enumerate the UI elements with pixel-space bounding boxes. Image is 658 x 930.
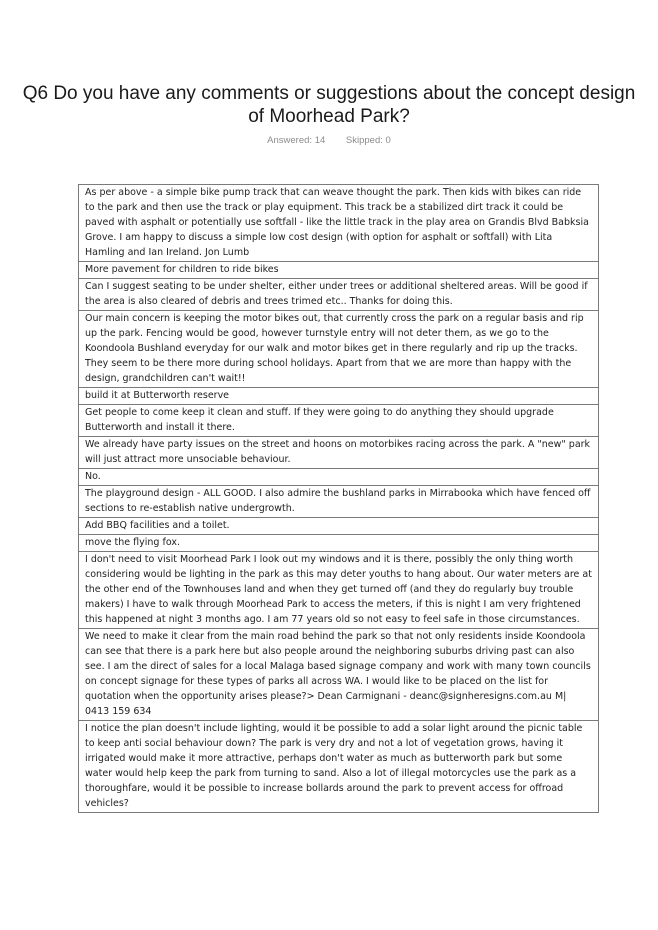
table-row: [79, 518, 599, 535]
responses-table: [78, 184, 599, 813]
skipped-count: Skipped: 0: [345, 135, 391, 146]
response-cell: We need to make it clear from the main road behind the park so that not only residents inside Koondoola can see that there is a park here but also people around the neighboring suburbs driving past can also see. I am the direct of sales for a local Malaga based signage company and work with many town councils on concept signage for these types of parks all across WA. I would like to be placed on the list for quotation when the opportunity arises please?> Dean Carmignani - deanc@signheresigns.com.au M| 0413 159 634: [79, 629, 599, 721]
response-cell: As per above - a simple bike pump track that can weave thought the park. Then kids with bikes can ride to the park and then use the track or play equipment. This track be a stabilized dirt track it could be paved with asphalt or potentially use softfall - like the little track in the play area on Grandis Blvd Babksia Grove. I am happy to discuss a simple low cost design (with option for asphalt or softfall) with Lita Hamling and Ian Ireland. Jon Lumb: [79, 185, 599, 262]
table-row: [79, 486, 599, 518]
table-row: [79, 552, 599, 629]
table-row: [79, 469, 599, 486]
response-cell: Add BBQ facilities and a toilet.: [79, 518, 599, 535]
response-stats: [0, 135, 658, 146]
response-cell: Get people to come keep it clean and stuff. If they were going to do anything they should upgrade Butterworth and install it there.: [79, 405, 599, 437]
response-cell: Can I suggest seating to be under shelter, either under trees or additional sheltered areas. Will be good if the area is also cleared of debris and trees trimed etc.. Thanks for doing this.: [79, 279, 599, 311]
response-cell: I notice the plan doesn't include lighting, would it be possible to add a solar light around the picnic table to keep anti social behaviour down? The park is very dry and not a lot of vegetation grows, having it irrigated would make it more attractive, perhaps don't water as much as butterworth park but some water would help keep the park from turning to sand. Also a lot of illegal motorcycles use the park as a thoroughfare, would it be possible to increase bollards around the park to prevent access for offroad vehicles?: [79, 721, 599, 813]
response-cell: build it at Butterworth reserve: [79, 388, 599, 405]
response-cell: The playground design - ALL GOOD. I also admire the bushland parks in Mirrabooka which have fenced off sections to re-establish native undergrowth.: [79, 486, 599, 518]
table-row: [79, 388, 599, 405]
table-row: [79, 629, 599, 721]
response-cell: More pavement for children to ride bikes: [79, 262, 599, 279]
table-row: [79, 185, 599, 262]
table-row: [79, 262, 599, 279]
table-row: [79, 405, 599, 437]
question-title: Q6 Do you have any comments or suggestions about the concept design of Moorhead Park?: [22, 83, 636, 127]
response-cell: move the flying fox.: [79, 535, 599, 552]
answered-count: Answered: 14: [267, 135, 326, 146]
response-cell: No.: [79, 469, 599, 486]
table-row: [79, 721, 599, 813]
response-cell: Our main concern is keeping the motor bikes out, that currently cross the park on a regular basis and rip up the park. Fencing would be good, however turnstyle entry will not deter them, as we go to the Koondoola Bushland everyday for our walk and motor bikes get in there regularly and rip up the tracks. They seem to be there more during school holidays. Apart from that we are more than happy with the design, grandchildren can't wait!!: [79, 311, 599, 388]
table-row: [79, 535, 599, 552]
table-row: [79, 279, 599, 311]
response-cell: We already have party issues on the street and hoons on motorbikes racing across the park. A "new" park will just attract more unsociable behaviour.: [79, 437, 599, 469]
table-row: [79, 437, 599, 469]
response-cell: I don't need to visit Moorhead Park I look out my windows and it is there, possibly the only thing worth considering would be lighting in the park as this may deter youths to hang about. Our water meters are at the other end of the Townhouses land and when they get turned off (and they do regularly buy trouble makers) I have to walk through Moorhead Park to access the meters, if this is night I am very frightened this happened at night 3 months ago. I am 77 years old so not easy to feel safe in those circumstances.: [79, 552, 599, 629]
table-row: [79, 311, 599, 388]
